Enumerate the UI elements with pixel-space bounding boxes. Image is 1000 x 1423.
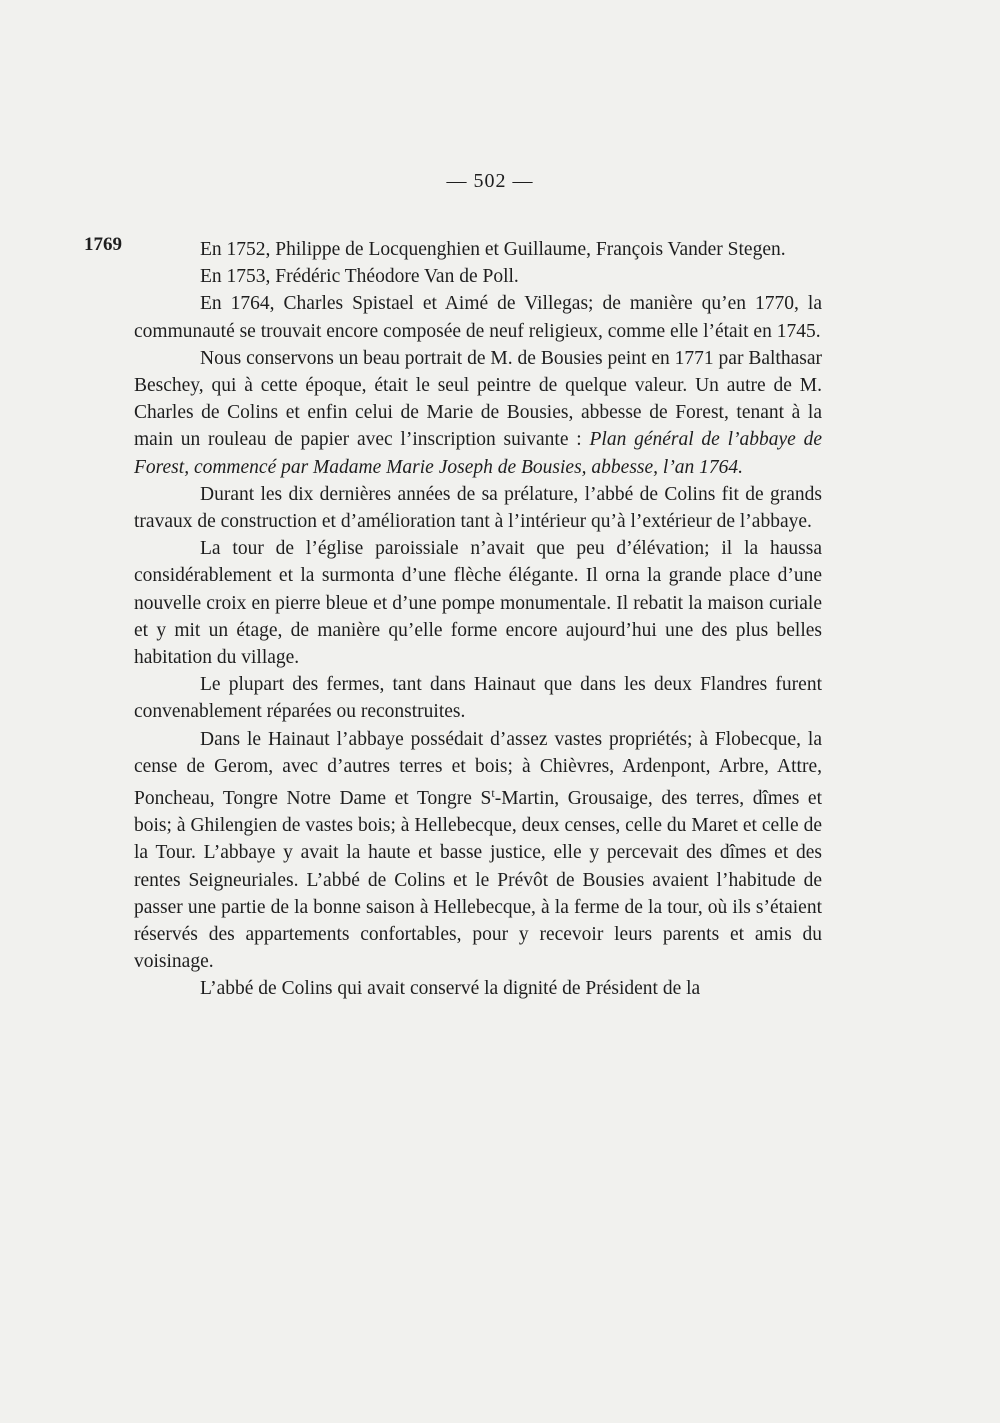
- paragraph-1753: En 1753, Frédéric Théodore Van de Poll.: [200, 266, 519, 288]
- body-text: [134, 236, 822, 1003]
- paragraph-1764: En 1764, Charles Spistael et Aimé de Villegas; de manière qu’en 1770, la communauté se trouvait encore composée de neuf religieux, comme elle l’était en 1745.: [134, 293, 822, 342]
- margin-year-note: 1769: [84, 234, 122, 255]
- plan-inscription: Plan général de l’abbaye de Forest, commencé par Madame Marie Joseph de Bousies, abbesse, l’an 1764.: [134, 429, 822, 478]
- paragraph-1752: En 1752, Philippe de Locquenghien et Guillaume, François Vander Stegen.: [200, 239, 786, 260]
- paragraph-hainaut: [134, 726, 822, 976]
- page-number: — 502 —: [446, 170, 534, 192]
- paragraph-hainaut-text-a: Dans le Hainaut l’abbaye possédait d’assez vastes propriétés; à Flobecque, la cense de Gerom, avec d’autres terres et bois; à Chièvres, Ardenpont, Arbre, Attre, Poncheau, Tongre Notre Dame et Tongre S: [134, 728, 822, 810]
- paragraph-president: L’abbé de Colins qui avait conservé la dignité de Président de la: [200, 978, 701, 1000]
- paragraph-travaux: Durant les dix dernières années de sa prélature, l’abbé de Colins fit de grands travaux de construction et d’amélioration tant à l’intérieur qu’à l’extérieur de l’abbaye.: [134, 483, 822, 533]
- paragraph-portrait-text: Nous conservons un beau portrait de M. de Bousies peint en 1771 par Balthasar Beschey, qui à cette époque, était le seul peintre de quelque valeur. Un autre de M. Charles de Colins et enfin celui de Marie de Bousies, abbesse de Forest, tenant à la main un rouleau de papier avec l’inscription suivante :: [134, 347, 822, 451]
- paragraph-tour-eglise: La tour de l’église paroissiale n’avait que peu d’élévation; il la haussa considérablement et la surmonta d’une flèche élégante. Il orna la grande place d’une nouvelle croix en pierre bleue et d’une pompe monumentale. Il rebatit la maison curiale et y mit un étage, de manière qu’elle forme encore aujourd’hui une des plus belles habitation du village.: [134, 538, 822, 669]
- superscript-t: t: [491, 786, 495, 801]
- paragraph-portrait: [134, 345, 822, 481]
- paragraph-fermes: Le plupart des fermes, tant dans Hainaut que dans les deux Flandres furent convenablement réparées ou reconstruites.: [134, 674, 822, 723]
- paragraph-hainaut-text-b: -Martin, Grousaige, des terres, dîmes et bois; à Ghilengien de vastes bois; à Hellebecque, deux censes, celle du Maret et celle de la Tour. L’abbaye y avait la haute et basse justice, elle y percevait des dîmes et des rentes Seigneuriales. L’abbé de Colins et le Prévôt de Bousies avaient l’habitude de passer une partie de la bonne saison à Hellebecque, à la ferme de la tour, où ils s’étaient réservés des appartements confortables, pour y recevoir leurs parents et amis du voisinage.: [134, 788, 822, 973]
